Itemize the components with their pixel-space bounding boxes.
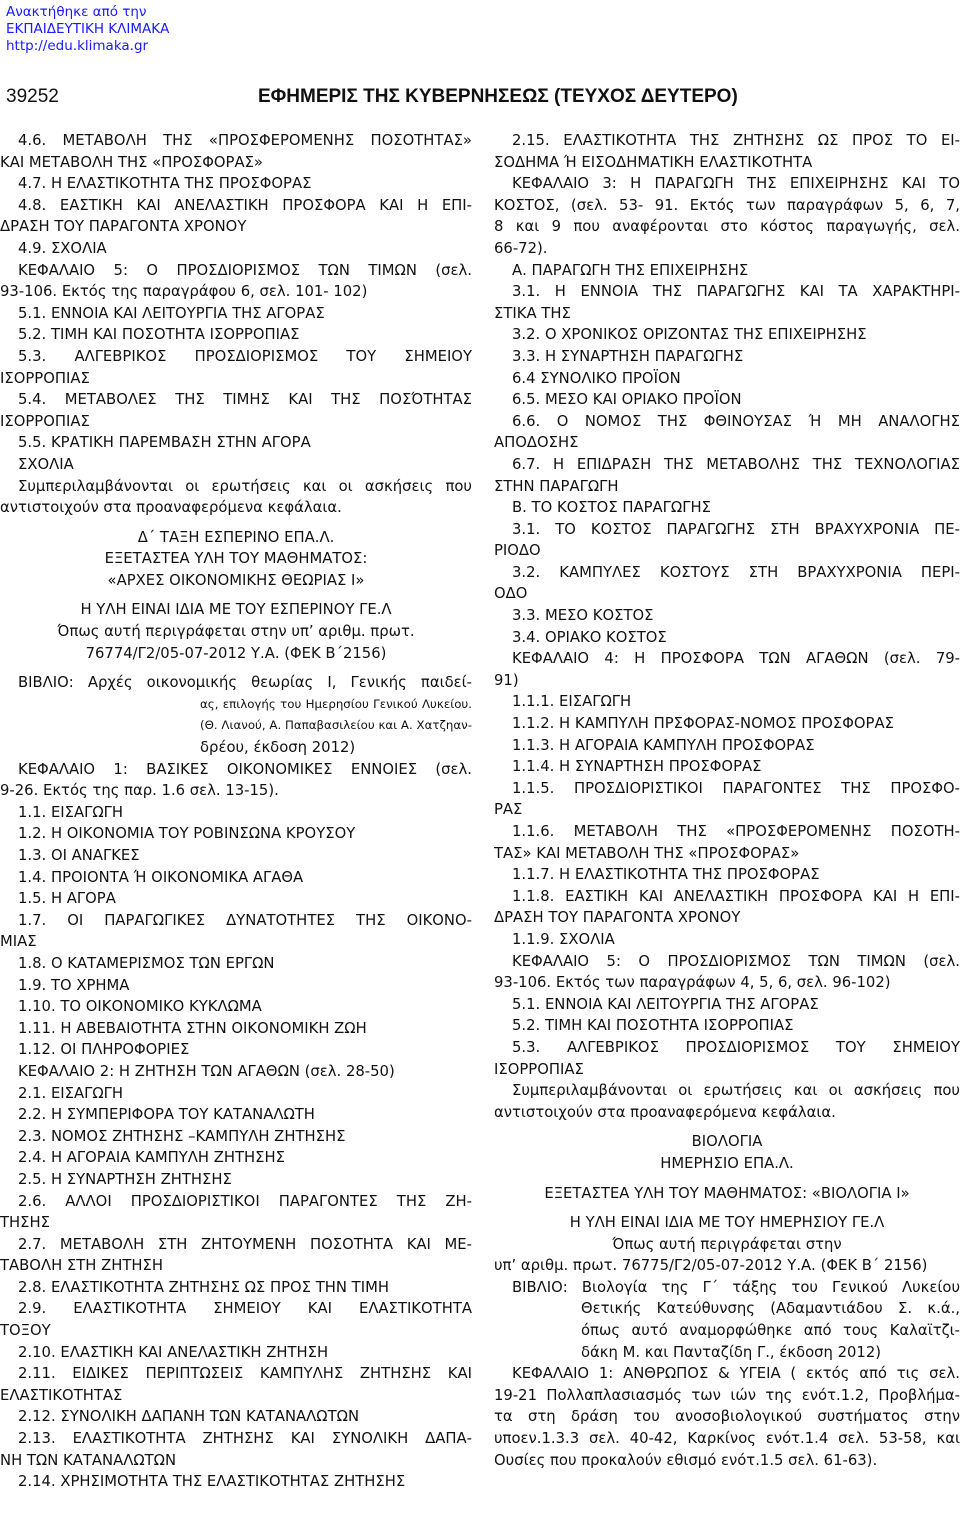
text-line: 1.1.4. Η ΣΥΝΑΡΤΗΣΗ ΠΡΟΣΦΟΡΑΣ bbox=[512, 758, 762, 776]
text-line: 2.5. Η ΣΥΝΑΡΤΗΣΗ ΖΗΤΗΣΗΣ bbox=[18, 1170, 232, 1188]
section-heading: Η ΥΛΗ ΕΙΝΑΙ ΙΔΙΑ ΜΕ ΤΟΥ ΕΣΠΕΡΙΝΟΥ ΓΕ.Λ bbox=[80, 601, 392, 619]
text-line: 3.2. Ο ΧΡΟΝΙΚΟΣ ΟΡΙΖΟΝΤΑΣ ΤΗΣ ΕΠΙΧΕΙΡΗΣΗΣ bbox=[512, 326, 867, 344]
text-line: 1.1.8. ΕΑΣΤΙΚΗ ΚΑΙ ΑΝΕΛΑΣΤΙΚΗ ΠΡΟΣΦΟΡΑ ΚΑΙ Η ΕΠΙ- bbox=[512, 887, 960, 905]
gazette-title: ΕΦΗΜΕΡΙΣ ΤΗΣ ΚΥΒΕΡΝΗΣΕΩΣ (ΤΕΥΧΟΣ ΔΕΥΤΕΡΟ) bbox=[258, 86, 738, 107]
text-line: 2.3. ΝΟΜΟΣ ΖΗΤΗΣΗΣ –ΚΑΜΠΥΛΗ ΖΗΤΗΣΗΣ bbox=[18, 1127, 346, 1145]
page-number: 39252 bbox=[6, 86, 59, 107]
text-line: 1.7. ΟΙ ΠΑΡΑΓΩΓΙΚΕΣ ΔΥΝΑΤΟΤΗΤΕΣ ΤΗΣ ΟΙΚΟΝΟ- bbox=[18, 911, 472, 929]
text-line: Συμπεριλαμβάνονται οι ερωτήσεις και οι ασκήσεις που bbox=[18, 477, 472, 495]
text-line: Θετικής Κατεύθυνσης (Αδαμαντιάδου Σ. κ.ά., bbox=[581, 1300, 960, 1318]
text-line: 8 και 9 που αναφέρονται στο κόστος παραγωγής, σελ. bbox=[494, 218, 960, 236]
text-line: 6.7. Η ΕΠΙΔΡΑΣΗ ΤΗΣ ΜΕΤΑΒΟΛΗΣ ΤΗΣ ΤΕΧΝΟΛΟΓΙΑΣ bbox=[512, 455, 960, 473]
text-line: ΤΟΞΟΥ bbox=[0, 1322, 51, 1340]
watermark-line: Ανακτήθηκε από την bbox=[6, 4, 147, 20]
text-line: 3.1. ΤΟ ΚΟΣΤΟΣ ΠΑΡΑΓΩΓΗΣ ΣΤΗ ΒΡΑΧΥΧΡΟΝΙΑ ΠΕ- bbox=[512, 520, 960, 538]
text-line: 4.8. ΕΑΣΤΙΚΗ ΚΑΙ ΑΝΕΛΑΣΤΙΚΗ ΠΡΟΣΦΟΡΑ ΚΑΙ Η ΕΠΙ- bbox=[18, 196, 472, 214]
text-line: ΙΣΟΡΡΟΠΙΑΣ bbox=[494, 1060, 584, 1078]
text-line: ας, επιλογής του Ημερησίου Γενικού Λυκείου. bbox=[200, 696, 472, 711]
watermark-line: ΕΚΠΑΙΔΕΥΤΙΚΗ ΚΛΙΜΑΚΑ bbox=[6, 21, 170, 37]
text-line: ΚΟΣΤΟΣ, (σελ. 53- 91. Εκτός των παραγράφων 5, 6, 7, bbox=[494, 196, 960, 214]
text-line: 2.10. ΕΛΑΣΤΙΚΗ ΚΑΙ ΑΝΕΛΑΣΤΙΚΗ ΖΗΤΗΣΗ bbox=[18, 1343, 329, 1361]
text-line: 2.13. ΕΛΑΣΤΙΚΟΤΗΤΑ ΖΗΤΗΣΗΣ ΚΑΙ ΣΥΝΟΛΙΚΗ ΔΑΠΑ- bbox=[18, 1430, 472, 1448]
section-heading: ΒΙΟΛΟΓΙΑ bbox=[691, 1133, 763, 1151]
text-line: 1.9. ΤΟ ΧΡΗΜΑ bbox=[18, 976, 130, 994]
text-line: 3.2. ΚΑΜΠΥΛΕΣ ΚΟΣΤΟΥΣ ΣΤΗ ΒΡΑΧΥΧΡΟΝΙΑ ΠΕΡΙ- bbox=[512, 563, 960, 581]
text-line: 1.8. Ο ΚΑΤΑΜΕΡΙΣΜΟΣ ΤΩΝ ΕΡΓΩΝ bbox=[18, 954, 275, 972]
text-line: 5.1. ΕΝΝΟΙΑ ΚΑΙ ΛΕΙΤΟΥΡΓΙΑ ΤΗΣ ΑΓΟΡΑΣ bbox=[512, 995, 819, 1013]
watermark-link[interactable]: http://edu.klimaka.gr bbox=[6, 38, 149, 54]
text-line: ΚΕΦΑΛΑΙΟ 4: Η ΠΡΟΣΦΟΡΑ ΤΩΝ ΑΓΑΘΩΝ (σελ. 79- bbox=[512, 650, 960, 668]
text-line: 5.3. ΑΛΓΕΒΡΙΚΟΣ ΠΡΟΣΔΙΟΡΙΣΜΟΣ ΤΟΥ ΣΗΜΕΙΟΥ bbox=[512, 1038, 960, 1056]
text-line: 2.8. ΕΛΑΣΤΙΚΟΤΗΤΑ ΖΗΤΗΣΗΣ ΩΣ ΠΡΟΣ ΤΗΝ ΤΙΜΗ bbox=[18, 1278, 389, 1296]
text-line: δάκη Μ. και Πανταζίδη Γ., έκδοση 2012) bbox=[581, 1343, 882, 1361]
text-line: ΡΙΟΔΟ bbox=[494, 542, 541, 560]
section-heading: ΕΞΕΤΑΣΤΕΑ ΥΛΗ ΤΟΥ ΜΑΘΗΜΑΤΟΣ: bbox=[104, 550, 368, 568]
text-line: ΚΕΦΑΛΑΙΟ 1: ΒΑΣΙΚΕΣ ΟΙΚΟΝΟΜΙΚΕΣ ΕΝΝΟΙΕΣ (σελ. bbox=[18, 760, 472, 778]
text-line: 19-21 Πολλαπλασιασμός των ιών της ενότ.1.2, Προβλήμα- bbox=[494, 1386, 960, 1404]
text-line: Όπως αυτή περιγράφεται στην υπ’ αριθμ. πρωτ. bbox=[57, 623, 415, 641]
text-line: δρέου, έκδοση 2012) bbox=[200, 739, 356, 757]
text-line: 1.4. ΠΡΟΙΟΝΤΑ Ή ΟΙΚΟΝΟΜΙΚΑ ΑΓΑΘΑ bbox=[18, 868, 304, 886]
text-line: 5.2. ΤΙΜΗ ΚΑΙ ΠΟΣΟΤΗΤΑ ΙΣΟΡΡΟΠΙΑΣ bbox=[512, 1017, 794, 1035]
text-line: ΚΕΦΑΛΑΙΟ 1: ΑΝΘΡΩΠΟΣ & ΥΓΕΙΑ ( εκτός από τις σελ. bbox=[512, 1365, 960, 1383]
text-line: 2.4. Η ΑΓΟΡΑΙΑ ΚΑΜΠΥΛΗ ΖΗΤΗΣΗΣ bbox=[18, 1149, 285, 1167]
text-line: ΤΑΒΟΛΗ ΣΤΗ ΖΗΤΗΣΗ bbox=[0, 1257, 164, 1275]
text-line: ΔΡΑΣΗ ΤΟΥ ΠΑΡΑΓΟΝΤΑ ΧΡΟΝΟΥ bbox=[494, 909, 741, 927]
text-line: Β. ΤΟ ΚΟΣΤΟΣ ΠΑΡΑΓΩΓΗΣ bbox=[512, 499, 711, 517]
text-line: αντιστοιχούν στα προαναφερόμενα κεφάλαια. bbox=[0, 499, 342, 517]
text-line: 9-26. Εκτός της παρ. 1.6 σελ. 13-15). bbox=[0, 782, 279, 800]
text-line: ΒΙΒΛΙΟ: Βιολογία της Γ΄ τάξης του Γενικού Λυκείου bbox=[512, 1278, 960, 1296]
text-line: ΑΠΟΔΟΣΗΣ bbox=[494, 434, 579, 452]
text-line: 2.6. ΑΛΛΟΙ ΠΡΟΣΔΙΟΡΙΣΤΙΚΟΙ ΠΑΡΑΓΟΝΤΕΣ ΤΗΣ ΖΗ- bbox=[18, 1192, 472, 1210]
text-line: ΤΗΣΗΣ bbox=[0, 1214, 50, 1232]
text-line: 2.9. ΕΛΑΣΤΙΚΟΤΗΤΑ ΣΗΜΕΙΟΥ ΚΑΙ ΕΛΑΣΤΙΚΟΤΗΤΑ bbox=[18, 1300, 472, 1318]
text-line: 5.4. ΜΕΤΑΒΟΛΕΣ ΤΗΣ ΤΙΜΗΣ ΚΑΙ ΤΗΣ ΠΟΣΌΤΗΤΑΣ bbox=[18, 391, 472, 409]
text-line: ΔΡΑΣΗ ΤΟΥ ΠΑΡΑΓΟΝΤΑ ΧΡΟΝΟΥ bbox=[0, 218, 247, 236]
text-line: 1.1.6. ΜΕΤΑΒΟΛΗ ΤΗΣ «ΠΡΟΣΦΕΡΟΜΕΝΗΣ ΠΟΣΟΤΗ- bbox=[512, 823, 960, 840]
text-line: 1.3. ΟΙ ΑΝΑΓΚΕΣ bbox=[18, 847, 140, 864]
text-line: όπως αυτό αναμορφώθηκε από τους Καλαϊτζι- bbox=[581, 1322, 960, 1340]
text-line: υποεν.1.3.3 σελ. 40-42, Καρκίνος ενότ.1.4 σελ. 53-58, και bbox=[494, 1430, 960, 1448]
text-line: (Θ. Λιανού, Α. Παπαβασιλείου και Α. Χατζηαν- bbox=[200, 718, 472, 733]
text-line: 4.9. ΣΧΟΛΙΑ bbox=[18, 239, 107, 257]
text-line: ΣΟΔΗΜΑ Ή ΕΙΣΟΔΗΜΑΤΙΚΗ ΕΛΑΣΤΙΚΟΤΗΤΑ bbox=[494, 153, 813, 171]
text-line: 1.1.2. Η ΚΑΜΠΥΛΗ ΠΡΣΦΟΡΑΣ-ΝΟΜΟΣ ΠΡΟΣΦΟΡΑΣ bbox=[512, 715, 894, 733]
text-line: ΤΑΣ» ΚΑΙ ΜΕΤΑΒΟΛΗ ΤΗΣ «ΠΡΟΣΦΟΡΑΣ» bbox=[494, 844, 800, 862]
text-line: ΙΣΟΡΡΟΠΙΑΣ bbox=[0, 369, 90, 387]
text-line: αντιστοιχούν στα προαναφερόμενα κεφάλαια. bbox=[494, 1103, 836, 1121]
text-line: Συμπεριλαμβάνονται οι ερωτήσεις και οι ασκήσεις που bbox=[512, 1082, 960, 1100]
text-line: 5.3. ΑΛΓΕΒΡΙΚΟΣ ΠΡΟΣΔΙΟΡΙΣΜΟΣ ΤΟΥ ΣΗΜΕΙΟΥ bbox=[18, 347, 472, 365]
text-line: 6.5. ΜΕΣΟ ΚΑΙ ΟΡΙΑΚΟ ΠΡΟΪΟΝ bbox=[512, 391, 742, 409]
right-column bbox=[494, 130, 960, 1471]
watermark bbox=[6, 4, 169, 55]
section-heading: ΗΜΕΡΗΣΙΟ ΕΠΑ.Λ. bbox=[660, 1154, 794, 1172]
text-line: ΕΛΑΣΤΙΚΟΤΗΤΑΣ bbox=[0, 1386, 123, 1404]
text-line: 3.3. Η ΣΥΝΑΡΤΗΣΗ ΠΑΡΑΓΩΓΗΣ bbox=[512, 347, 744, 365]
text-line: 93-106. Εκτός των παραγράφων 4, 5, 6, σελ. 96-102) bbox=[494, 974, 891, 992]
text-line: 5.2. ΤΙΜΗ ΚΑΙ ΠΟΣΟΤΗΤΑ ΙΣΟΡΡΟΠΙΑΣ bbox=[18, 326, 300, 344]
text-line: 2.11. ΕΙΔΙΚΕΣ ΠΕΡΙΠΤΩΣΕΙΣ ΚΑΜΠΥΛΗΣ ΖΗΤΗΣΗΣ ΚΑΙ bbox=[18, 1365, 472, 1383]
text-line: 6.6. Ο ΝΟΜΟΣ ΤΗΣ ΦΘΙΝΟΥΣΑΣ Ή ΜΗ ΑΝΑΛΟΓΗΣ bbox=[512, 412, 960, 430]
left-column bbox=[0, 130, 472, 1493]
text-line: ΒΙΒΛΙΟ: Αρχές οικονομικής θεωρίας Ι, Γενικής παιδεί- bbox=[18, 674, 472, 692]
text-line: ΟΔΟ bbox=[494, 585, 528, 603]
text-line: 2.12. ΣΥΝΟΛΙΚΗ ΔΑΠΑΝΗ ΤΩΝ ΚΑΤΑΝΑΛΩΤΩΝ bbox=[18, 1408, 360, 1426]
text-line: 4.6. ΜΕΤΑΒΟΛΗ ΤΗΣ «ΠΡΟΣΦΕΡΟΜΕΝΗΣ ΠΟΣΟΤΗΤΑΣ» bbox=[18, 132, 472, 149]
text-line: ΚΕΦΑΛΑΙΟ 3: Η ΠΑΡΑΓΩΓΗ ΤΗΣ ΕΠΙΧΕΙΡΗΣΗΣ ΚΑΙ ΤΟ bbox=[512, 175, 960, 193]
text-line: 3.3. ΜΕΣΟ ΚΟΣΤΟΣ bbox=[512, 607, 654, 625]
text-line: 2.2. Η ΣΥΜΠΕΡΙΦΟΡΑ ΤΟΥ ΚΑΤΑΝΑΛΩΤΗ bbox=[18, 1106, 315, 1124]
text-line: 6.4 ΣΥΝΟΛΙΚΟ ΠΡΟΪΟΝ bbox=[512, 369, 681, 387]
text-line: ΙΣΟΡΡΟΠΙΑΣ bbox=[0, 412, 90, 430]
text-line: 66-72). bbox=[494, 239, 548, 257]
page-header bbox=[0, 86, 960, 116]
text-line: 1.11. Η ΑΒΕΒΑΙΟΤΗΤΑ ΣΤΗΝ ΟΙΚΟΝΟΜΙΚΗ ΖΩΗ bbox=[18, 1019, 367, 1037]
text-line: Α. ΠΑΡΑΓΩΓΗ ΤΗΣ ΕΠΙΧΕΙΡΗΣΗΣ bbox=[512, 261, 749, 279]
text-line: 3.4. ΟΡΙΑΚΟ ΚΟΣΤΟΣ bbox=[512, 628, 667, 646]
text-line: τα στη δράση του ανοσοβιολογικού συστήματος στην bbox=[494, 1408, 960, 1426]
section-heading: «ΑΡΧΕΣ ΟΙΚΟΝΟΜΙΚΗΣ ΘΕΩΡΙΑΣ Ι» bbox=[107, 571, 365, 589]
text-line: 4.7. Η ΕΛΑΣΤΙΚΟΤΗΤΑ ΤΗΣ ΠΡΟΣΦΟΡΑΣ bbox=[18, 175, 312, 193]
text-line: 1.1.1. ΕΙΣΑΓΩΓΗ bbox=[512, 693, 632, 711]
text-line: υπ’ αριθμ. πρωτ. 76775/Γ2/05-07-2012 Υ.Α. (ΦΕΚ Β΄ 2156) bbox=[494, 1257, 928, 1275]
text-line: 3.1. Η ΕΝΝΟΙΑ ΤΗΣ ΠΑΡΑΓΩΓΗΣ ΚΑΙ ΤΑ ΧΑΡΑΚΤΗΡΙ- bbox=[512, 283, 960, 301]
text-line: 1.5. Η ΑΓΟΡΑ bbox=[18, 890, 116, 908]
text-line: ΚΕΦΑΛΑΙΟ 2: Η ΖΗΤΗΣΗ ΤΩΝ ΑΓΑΘΩΝ (σελ. 28-50) bbox=[18, 1062, 395, 1080]
text-line: 1.1.5. ΠΡΟΣΔΙΟΡΙΣΤΙΚΟΙ ΠΑΡΑΓΟΝΤΕΣ ΤΗΣ ΠΡΟΣΦΟ- bbox=[512, 779, 960, 797]
text-line: Ουσίες που προκαλούν εθισμό ενότ.1.5 σελ. 61-63). bbox=[494, 1451, 878, 1469]
text-line: 1.1.3. Η ΑΓΟΡΑΙΑ ΚΑΜΠΥΛΗ ΠΡΟΣΦΟΡΑΣ bbox=[512, 736, 815, 754]
text-line: ΝΗ ΤΩΝ ΚΑΤΑΝΑΛΩΤΩΝ bbox=[0, 1451, 177, 1469]
text-line: ΚΕΦΑΛΑΙΟ 5: Ο ΠΡΟΣΔΙΟΡΙΣΜΟΣ ΤΩΝ ΤΙΜΩΝ (σελ. bbox=[512, 952, 960, 970]
text-line: 5.1. ΕΝΝΟΙΑ ΚΑΙ ΛΕΙΤΟΥΡΓΙΑ ΤΗΣ ΑΓΟΡΑΣ bbox=[18, 304, 325, 322]
text-line: ΚΕΦΑΛΑΙΟ 5: Ο ΠΡΟΣΔΙΟΡΙΣΜΟΣ ΤΩΝ ΤΙΜΩΝ (σελ. bbox=[18, 261, 472, 279]
text-line: ΣΤΗΝ ΠΑΡΑΓΩΓΗ bbox=[494, 477, 619, 495]
text-line: 2.1. ΕΙΣΑΓΩΓΗ bbox=[18, 1084, 124, 1102]
text-line: Όπως αυτή περιγράφεται στην bbox=[612, 1235, 842, 1253]
text-line: 2.14. ΧΡΗΣΙΜΟΤΗΤΑ ΤΗΣ ΕΛΑΣΤΙΚΟΤΗΤΑΣ ΖΗΤΗΣΗΣ bbox=[18, 1473, 406, 1491]
section-heading: Δ΄ ΤΑΞΗ ΕΣΠΕΡΙΝΟ ΕΠΑ.Λ. bbox=[137, 528, 335, 546]
text-line: 1.1.7. Η ΕΛΑΣΤΙΚΟΤΗΤΑ ΤΗΣ ΠΡΟΣΦΟΡΑΣ bbox=[512, 866, 820, 884]
text-line: 1.1. ΕΙΣΑΓΩΓΗ bbox=[18, 803, 124, 821]
text-line: ΚΑΙ ΜΕΤΑΒΟΛΗ ΤΗΣ «ΠΡΟΣΦΟΡΑΣ» bbox=[0, 153, 263, 171]
section-heading: ΕΞΕΤΑΣΤΕΑ ΥΛΗ ΤΟΥ ΜΑΘΗΜΑΤΟΣ: «ΒΙΟΛΟΓΙΑ Ι» bbox=[544, 1184, 910, 1202]
text-line: 1.12. ΟΙ ΠΛΗΡΟΦΟΡΙΕΣ bbox=[18, 1041, 190, 1059]
text-line: ΣΤΙΚΑ ΤΗΣ bbox=[494, 304, 571, 322]
text-line: 76774/Γ2/05-07-2012 Υ.Α. (ΦΕΚ Β΄2156) bbox=[85, 644, 387, 662]
text-line: 2.15. ΕΛΑΣΤΙΚΟΤΗΤΑ ΤΗΣ ΖΗΤΗΣΗΣ ΩΣ ΠΡΟΣ ΤΟ ΕΙ- bbox=[512, 132, 960, 149]
text-line: 91) bbox=[494, 671, 519, 689]
text-line: 5.5. ΚΡΑΤΙΚΗ ΠΑΡΕΜΒΑΣΗ ΣΤΗΝ ΑΓΟΡΑ bbox=[18, 434, 311, 452]
text-line: 1.2. Η ΟΙΚΟΝΟΜΙΑ ΤΟΥ ΡΟΒΙΝΣΩΝΑ ΚΡΟΥΣΟΥ bbox=[18, 825, 356, 843]
text-line: ΜΙΑΣ bbox=[0, 933, 37, 951]
text-line: ΡΑΣ bbox=[494, 801, 523, 819]
text-line: ΣΧΟΛΙΑ bbox=[18, 455, 74, 473]
text-line: 1.10. ΤΟ ΟΙΚΟΝΟΜΙΚΟ ΚΥΚΛΩΜΑ bbox=[18, 998, 262, 1016]
text-line: 93-106. Εκτός της παραγράφου 6, σελ. 101- 102) bbox=[0, 283, 368, 301]
section-heading: Η ΥΛΗ ΕΙΝΑΙ ΙΔΙΑ ΜΕ ΤΟΥ ΗΜΕΡΗΣΙΟΥ ΓΕ.Λ bbox=[569, 1214, 885, 1232]
text-line: 2.7. ΜΕΤΑΒΟΛΗ ΣΤΗ ΖΗΤΟΥΜΕΝΗ ΠΟΣΟΤΗΤΑ ΚΑΙ ΜΕ- bbox=[18, 1235, 472, 1253]
text-line: 1.1.9. ΣΧΟΛΙΑ bbox=[512, 930, 615, 948]
